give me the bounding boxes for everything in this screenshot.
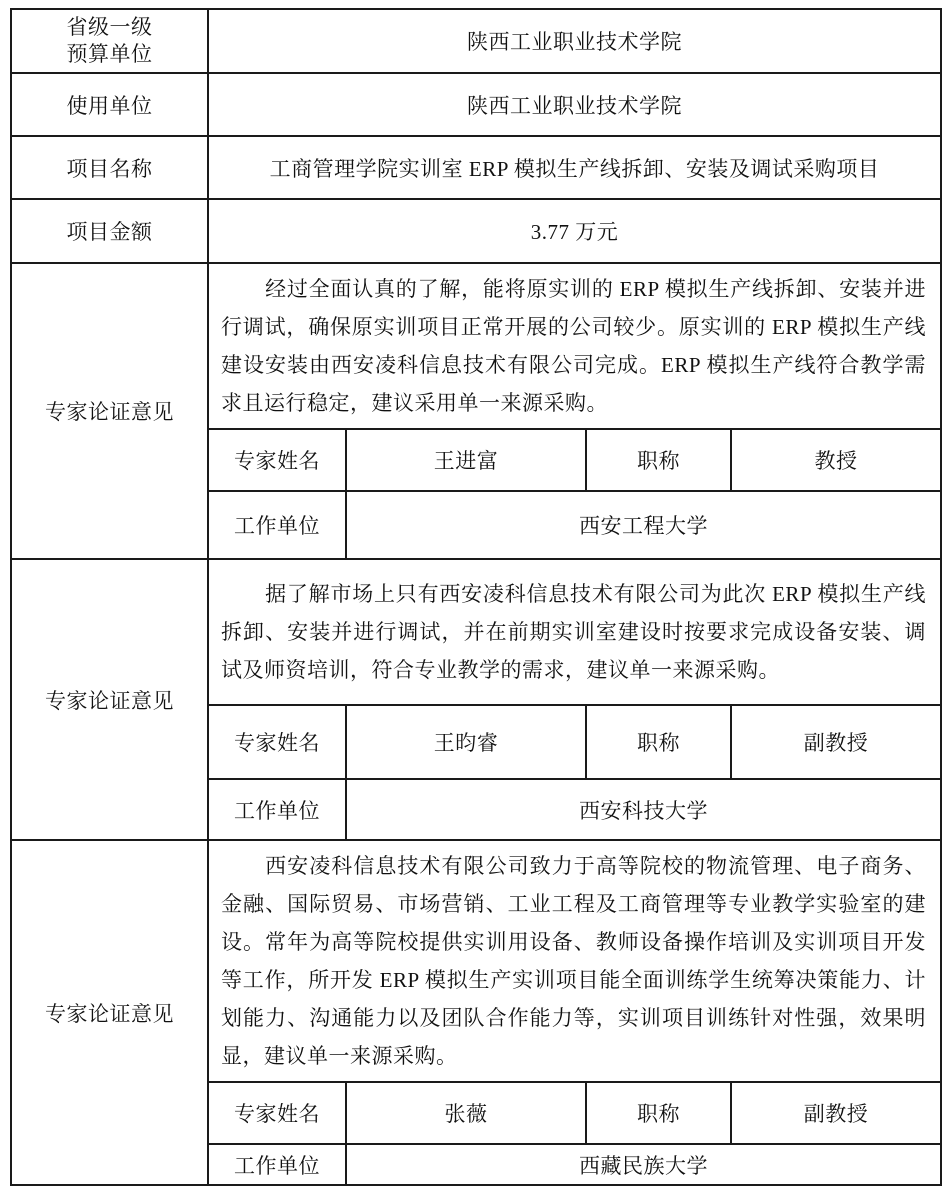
project-amount-label: 项目金额 <box>11 199 208 263</box>
expert-title-label: 职称 <box>586 705 731 779</box>
work-unit-label: 工作单位 <box>208 1144 346 1185</box>
budget-unit-label-text: 省级一级预算单位 <box>66 15 153 66</box>
work-unit-value: 西藏民族大学 <box>346 1144 941 1185</box>
expert-opinion-label: 专家论证意见 <box>11 840 208 1185</box>
expert-title-value: 副教授 <box>731 1082 941 1144</box>
work-unit-value: 西安科技大学 <box>346 779 941 840</box>
expert-title-value: 教授 <box>731 429 941 491</box>
table-row <box>11 136 941 199</box>
expert-opinion-text: 经过全面认真的了解，能将原实训的 ERP 模拟生产线拆卸、安装并进行调试，确保原实训项目正常开展的公司较少。原实训的 ERP 模拟生产线建设安装由西安凌科信息技术有限公司完成。ERP 模拟生产线符合教学需求且运行稳定，建议采用单一来源采购。 <box>221 277 926 415</box>
expert-name-label: 专家姓名 <box>208 705 346 779</box>
table-row <box>11 9 941 73</box>
expert-title-value: 副教授 <box>731 705 941 779</box>
expert-name-value: 王进富 <box>346 429 586 491</box>
budget-unit-label <box>11 9 208 73</box>
expert-name-label: 专家姓名 <box>208 1082 346 1144</box>
table-row <box>11 199 941 263</box>
review-table <box>10 8 942 1186</box>
budget-unit-value: 陕西工业职业技术学院 <box>208 9 941 73</box>
using-unit-value: 陕西工业职业技术学院 <box>208 73 941 136</box>
expert-section-1 <box>11 263 941 429</box>
expert-opinion-text: 据了解市场上只有西安凌科信息技术有限公司为此次 ERP 模拟生产线拆卸、安装并进行调试，并在前期实训室建设时按要求完成设备安装、调试及师资培训，符合专业教学的需求，建议单一来源采购。 <box>221 582 926 682</box>
expert-title-label: 职称 <box>586 429 731 491</box>
using-unit-label: 使用单位 <box>11 73 208 136</box>
expert-opinion-text-cell <box>208 559 941 705</box>
expert-opinion-label: 专家论证意见 <box>11 263 208 559</box>
expert-section-2 <box>11 559 941 705</box>
project-name-value: 工商管理学院实训室 ERP 模拟生产线拆卸、安装及调试采购项目 <box>208 136 941 199</box>
work-unit-label: 工作单位 <box>208 491 346 559</box>
work-unit-label: 工作单位 <box>208 779 346 840</box>
expert-title-label: 职称 <box>586 1082 731 1144</box>
expert-name-value: 张薇 <box>346 1082 586 1144</box>
project-name-label: 项目名称 <box>11 136 208 199</box>
work-unit-value: 西安工程大学 <box>346 491 941 559</box>
expert-name-label: 专家姓名 <box>208 429 346 491</box>
expert-opinion-text-cell <box>208 263 941 429</box>
project-amount-value: 3.77 万元 <box>208 199 941 263</box>
expert-opinion-label: 专家论证意见 <box>11 559 208 840</box>
expert-name-value: 王昀睿 <box>346 705 586 779</box>
expert-opinion-text-cell <box>208 840 941 1082</box>
expert-section-3 <box>11 840 941 1082</box>
expert-opinion-text: 西安凌科信息技术有限公司致力于高等院校的物流管理、电子商务、金融、国际贸易、市场营销、工业工程及工商管理等专业教学实验室的建设。常年为高等院校提供实训用设备、教师设备操作培训及实训项目开发等工作，所开发 ERP 模拟生产实训项目能全面训练学生统筹决策能力、计划能力、沟通能力以及团队合作能力等，实训项目训练针对性强，效果明显，建议单一来源采购。 <box>221 854 926 1068</box>
table-row <box>11 73 941 136</box>
